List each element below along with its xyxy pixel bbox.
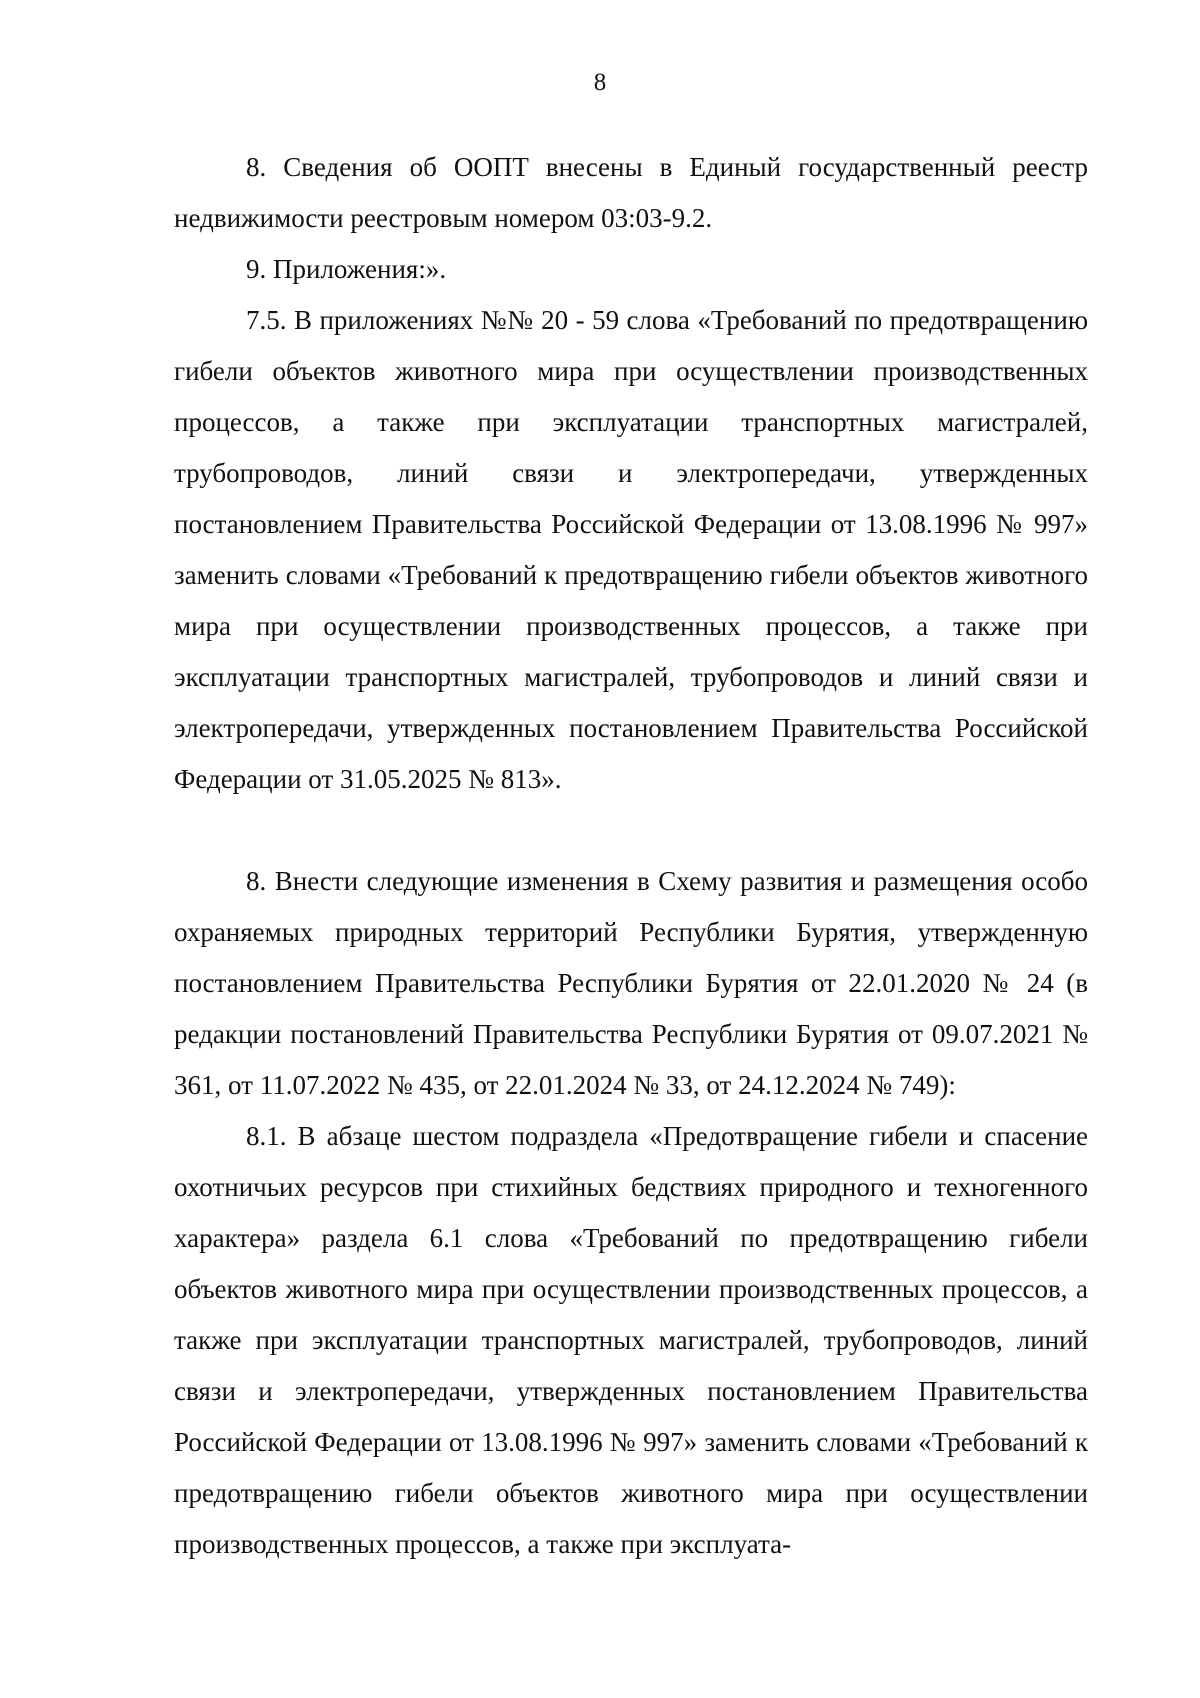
document-body	[174, 142, 1088, 1570]
paragraph-8: 8. Внести следующие изменения в Схему развития и размещения особо охраняемых природных территорий Республики Бурятия, утвержденную постановлением Правительства Республики Бурятия от 22.01.2020 № 24 (в редакции постановлений Правительства Республики Бурятия от 09.07.2021 № 361, от 11.07.2022 № 435, от 22.01.2024 № 33, от 24.12.2024 № 749):	[174, 866, 1088, 1100]
paragraph-8-1: 8.1. В абзаце шестом подраздела «Предотвращение гибели и спасение охотничьих ресурсов при стихийных бедствиях природного и техногенного характера» раздела 6.1 слова «Требований по предотвращению гибели объектов животного мира при осуществлении производственных процессов, а также при эксплуатации транспортных магистралей, трубопроводов, линий связи и электропередачи, утвержденных постановлением Правительства Российской Федерации от 13.08.1996 № 997» заменить словами «Требований к предотвращению гибели объектов животного мира при осуществлении производственных процессов, а также при эксплуата-	[174, 1121, 1088, 1559]
paragraph-attachments: 9. Приложения:».	[246, 254, 447, 284]
paragraph-7-5: 7.5. В приложениях №№ 20 - 59 слова «Требований по предотвращению гибели объектов животного мира при осуществлении производственных процессов, а также при эксплуатации транспортных магистралей, трубопроводов, линий связи и электропередачи, утвержденных постановлением Правительства Российской Федерации от 13.08.1996 № 997» заменить словами «Требований к предотвращению гибели объектов животного мира при осуществлении производственных процессов, а также при эксплуатации транспортных магистралей, трубопроводов и линий связи и электропередачи, утвержденных постановлением Правительства Российской Федерации от 31.05.2025 № 813».	[174, 305, 1088, 794]
page-number: 8	[593, 69, 607, 96]
paragraph-oopt-registry: 8. Сведения об ООПТ внесены в Единый государственный реестр недвижимости реестровым номером 03:03-9.2.	[174, 152, 1088, 233]
